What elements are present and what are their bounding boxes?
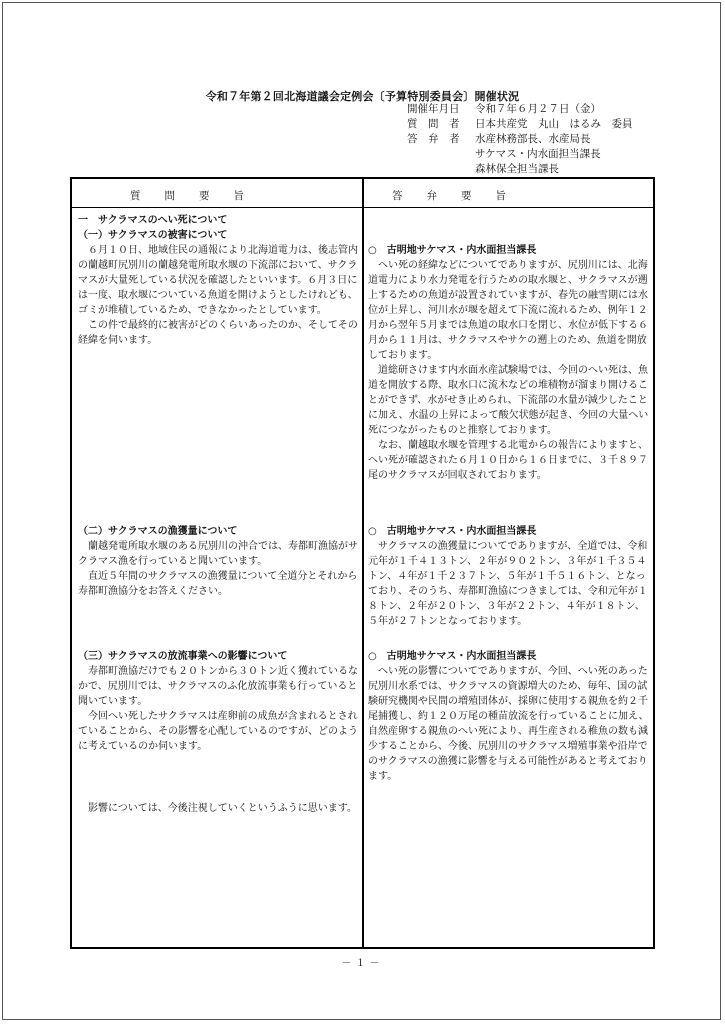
meta-row-respondent-2 bbox=[407, 147, 633, 162]
question-paragraph: 蘭越発電所取水堰のある尻別川の沖合では、寿都町漁協がサクラマス漁を行っていると聞いています。 bbox=[78, 541, 358, 567]
meta-row-respondent-3 bbox=[407, 162, 633, 177]
question-heading: （一）サクラマスの被害について bbox=[78, 230, 228, 241]
header-rule bbox=[72, 207, 653, 208]
question-paragraph: 今回へい死したサクラマスは産卵前の成魚が含まれるとされていることから、その影響を心配しているのですが、どのように考えているのか伺います。 bbox=[78, 711, 358, 752]
qa-table bbox=[70, 177, 655, 949]
respondent-heading: ○ 古明地サケマス・内水面担当課長 bbox=[368, 245, 537, 256]
answer-block-1 bbox=[368, 243, 650, 483]
question-paragraph: この件で最終的に被害がどのくらいあったのか、そしてその経緯を伺います。 bbox=[78, 320, 358, 346]
meta-value: 水産林務部長、水産局長 bbox=[475, 133, 591, 145]
document-title: 令和７年第２回北海道議会定例会〔予算特別委員会〕開催状況 bbox=[205, 90, 520, 103]
meta-value: 日本共産党 丸山 はるみ 委員 bbox=[475, 118, 633, 130]
question-paragraph: 影響については、今後注視していくというふうに思います。 bbox=[88, 803, 357, 814]
meta-label: 答 弁 者 bbox=[407, 133, 460, 145]
column-divider bbox=[362, 179, 364, 947]
answer-block-2 bbox=[368, 524, 650, 629]
question-block-1 bbox=[78, 213, 360, 348]
question-block-2 bbox=[78, 524, 360, 599]
question-paragraph: 寿都町漁協だけでも２０トンから３０トン近く獲れているなかで、尻別川では、サクラマスのふ化放流事業も行っていると聞いています。 bbox=[78, 666, 358, 707]
meta-label: 質 問 者 bbox=[407, 118, 460, 130]
meta-row-date bbox=[407, 102, 633, 117]
respondent-heading: ○ 古明地サケマス・内水面担当課長 bbox=[368, 651, 537, 662]
answer-paragraph: サクラマスの漁獲量についてでありますが、全道では、令和元年が１千４１３トン、２年が９０２トン、３年が１千３５４トン、４年が１千２３７トン、５年が１千５１６トン、となっており、そのうち、寿都町漁協につきましては、令和元年が１８トン、２年が２０トン、３年が２２トン、４年が１８トン、５年が２７トンとなっております。 bbox=[368, 541, 648, 627]
question-block-4 bbox=[78, 801, 360, 816]
meta-label bbox=[407, 162, 475, 177]
meta-label bbox=[407, 147, 475, 162]
respondent-heading: ○ 古明地サケマス・内水面担当課長 bbox=[368, 526, 537, 537]
meta-label: 開催年月日 bbox=[407, 103, 460, 115]
meta-value: 令和７年６月２７日（金） bbox=[475, 103, 601, 115]
question-summary-header: 質問要旨 bbox=[130, 190, 268, 202]
page-number: －１－ bbox=[341, 958, 384, 969]
answer-paragraph: へい死の影響についてでありますが、今回、へい死のあった尻別川水系では、サクラマスの資源増大のため、毎年、国の試験研究機関や民間の増殖団体が、採卵に使用する親魚を約２千尾捕獲し、約１２０万尾の種苗放流を行っていることに加え、自然産卵する親魚のへい死により、再生産される稚魚の数も減少することから、今後、尻別川のサクラマス増殖事業や沿岸でのサクラマスの漁獲に影響を与える可能性があると考えております。 bbox=[368, 666, 649, 782]
answer-paragraph: なお、蘭越取水堰を管理する北電からの報告によりますと、へい死が確認された６月１０日から１６日までに、３千８９７尾のサクラマスが回収されております。 bbox=[368, 440, 648, 481]
question-heading: （二）サクラマスの漁獲量について bbox=[78, 526, 238, 537]
answer-paragraph: 道総研さけます内水面水産試験場では、今回のへい死は、魚道を開放する際、取水口に流木などの堆積物が溜まり開けることができず、水がせき止められ、下流部の水量が減少したことに加え、水温の上昇によって酸欠状態が起き、今回の大量へい死につながったものと推察しております。 bbox=[368, 365, 649, 436]
meta-row-questioner bbox=[407, 117, 633, 132]
question-paragraph: 直近５年間のサクラマスの漁獲量について全道分とそれから寿都町漁協分をお答えください。 bbox=[78, 571, 358, 597]
meta-value: 森林保全担当課長 bbox=[475, 163, 559, 175]
answer-summary-header: 答弁要旨 bbox=[392, 190, 530, 202]
question-block-3 bbox=[78, 649, 360, 754]
meta-value: サケマス・内水面担当課長 bbox=[475, 148, 601, 160]
section-heading: 一 サクラマスのへい死について bbox=[78, 215, 228, 226]
question-heading: （三）サクラマスの放流事業への影響について bbox=[78, 651, 288, 662]
answer-paragraph: へい死の経緯などについてでありますが、尻別川には、北海道電力により水力発電を行うための取水堰と、サクラマスが遡上するための魚道が設置されていますが、春先の融雪期には水位が上昇し、河川水が堰を超えて下流に流れるため、例年１２月から翌年５月までは魚道の取水口を閉じ、水位が低下する６月から１１月は、サクラマスやサケの遡上のため、魚道を開放しております。 bbox=[368, 260, 648, 361]
meeting-info bbox=[407, 102, 633, 177]
answer-block-3 bbox=[368, 649, 650, 784]
question-paragraph: ６月１０日、地域住民の通報により北海道電力は、後志管内の蘭越町尻別川の蘭越発電所取水堰の下流部において、サクラマスが大量死している状況を確認したといいます。６月３日には一度、取水堰についている魚道を開けようとしたけれども、ゴミが堆積しているため、できなかったとしています。 bbox=[78, 245, 358, 316]
meta-row-respondent bbox=[407, 132, 633, 147]
